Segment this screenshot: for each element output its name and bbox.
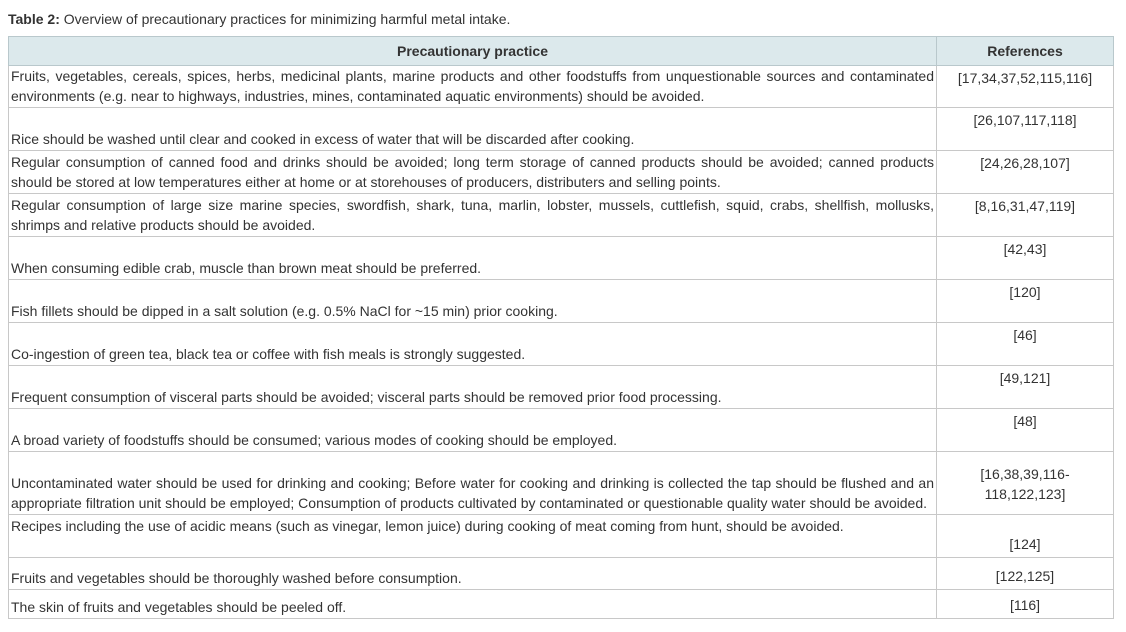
practice-cell: Regular consumption of canned food and drinks should be avoided; long term storage of canned products should be avoided; canned products should be stored at low temperatures either at home or at storehouses of producers, distributers and selling points. bbox=[9, 151, 937, 194]
table-row bbox=[9, 151, 1114, 194]
references-cell: [24,26,28,107] bbox=[937, 151, 1114, 194]
table-row bbox=[9, 366, 1114, 409]
precautionary-practices-table bbox=[8, 36, 1114, 619]
practice-cell: Rice should be washed until clear and cooked in excess of water that will be discarded after cooking. bbox=[9, 108, 937, 151]
table-row bbox=[9, 194, 1114, 237]
practice-cell: Frequent consumption of visceral parts should be avoided; visceral parts should be removed prior food processing. bbox=[9, 366, 937, 409]
references-cell: [124] bbox=[937, 515, 1114, 558]
table-row bbox=[9, 66, 1114, 108]
table-row bbox=[9, 280, 1114, 323]
practice-cell: Regular consumption of large size marine species, swordfish, shark, tuna, marlin, lobster, mussels, cuttlefish, squid, crabs, shellfish, mollusks, shrimps and relative products should be avoided. bbox=[9, 194, 937, 237]
practice-cell: Fruits and vegetables should be thoroughly washed before consumption. bbox=[9, 558, 937, 590]
references-cell: [48] bbox=[937, 409, 1114, 452]
table-row bbox=[9, 452, 1114, 515]
practice-cell: Fish fillets should be dipped in a salt solution (e.g. 0.5% NaCl for ~15 min) prior cooking. bbox=[9, 280, 937, 323]
practice-cell: When consuming edible crab, muscle than brown meat should be preferred. bbox=[9, 237, 937, 280]
references-cell: [8,16,31,47,119] bbox=[937, 194, 1114, 237]
table-row bbox=[9, 108, 1114, 151]
references-cell: [26,107,117,118] bbox=[937, 108, 1114, 151]
references-cell: [122,125] bbox=[937, 558, 1114, 590]
table-row bbox=[9, 409, 1114, 452]
header-references: References bbox=[937, 37, 1114, 66]
table-row bbox=[9, 323, 1114, 366]
references-cell: [49,121] bbox=[937, 366, 1114, 409]
practice-cell: Uncontaminated water should be used for drinking and cooking; Before water for cooking and drinking is collected the tap should be flushed and an appropriate filtration unit should be employed; Consumption of products cultivated by contaminated or questionable quality water should be avoided. bbox=[9, 452, 937, 515]
table-caption-text: Overview of precautionary practices for minimizing harmful metal intake. bbox=[59, 11, 511, 27]
table-row bbox=[9, 590, 1114, 619]
references-cell: [17,34,37,52,115,116] bbox=[937, 66, 1114, 108]
references-cell: [42,43] bbox=[937, 237, 1114, 280]
table-row bbox=[9, 515, 1114, 558]
header-practice: Precautionary practice bbox=[9, 37, 937, 66]
references-cell: [46] bbox=[937, 323, 1114, 366]
references-cell: [120] bbox=[937, 280, 1114, 323]
table-caption-label: Table 2: bbox=[8, 11, 60, 27]
practice-cell: The skin of fruits and vegetables should be peeled off. bbox=[9, 590, 937, 619]
practice-cell: Co-ingestion of green tea, black tea or coffee with fish meals is strongly suggested. bbox=[9, 323, 937, 366]
table-row bbox=[9, 558, 1114, 590]
table-row bbox=[9, 237, 1114, 280]
references-cell: [116] bbox=[937, 590, 1114, 619]
table-caption bbox=[8, 10, 510, 28]
practice-cell: Recipes including the use of acidic means (such as vinegar, lemon juice) during cooking of meat coming from hunt, should be avoided. bbox=[9, 515, 937, 558]
table-header-row bbox=[9, 37, 1114, 66]
practice-cell: A broad variety of foodstuffs should be consumed; various modes of cooking should be employed. bbox=[9, 409, 937, 452]
practice-cell: Fruits, vegetables, cereals, spices, herbs, medicinal plants, marine products and other foodstuffs from unquestionable sources and contaminated environments (e.g. near to highways, industries, mines, contaminated aquatic environments) should be avoided. bbox=[9, 66, 937, 108]
references-cell: [16,38,39,116-118,122,123] bbox=[937, 452, 1114, 515]
